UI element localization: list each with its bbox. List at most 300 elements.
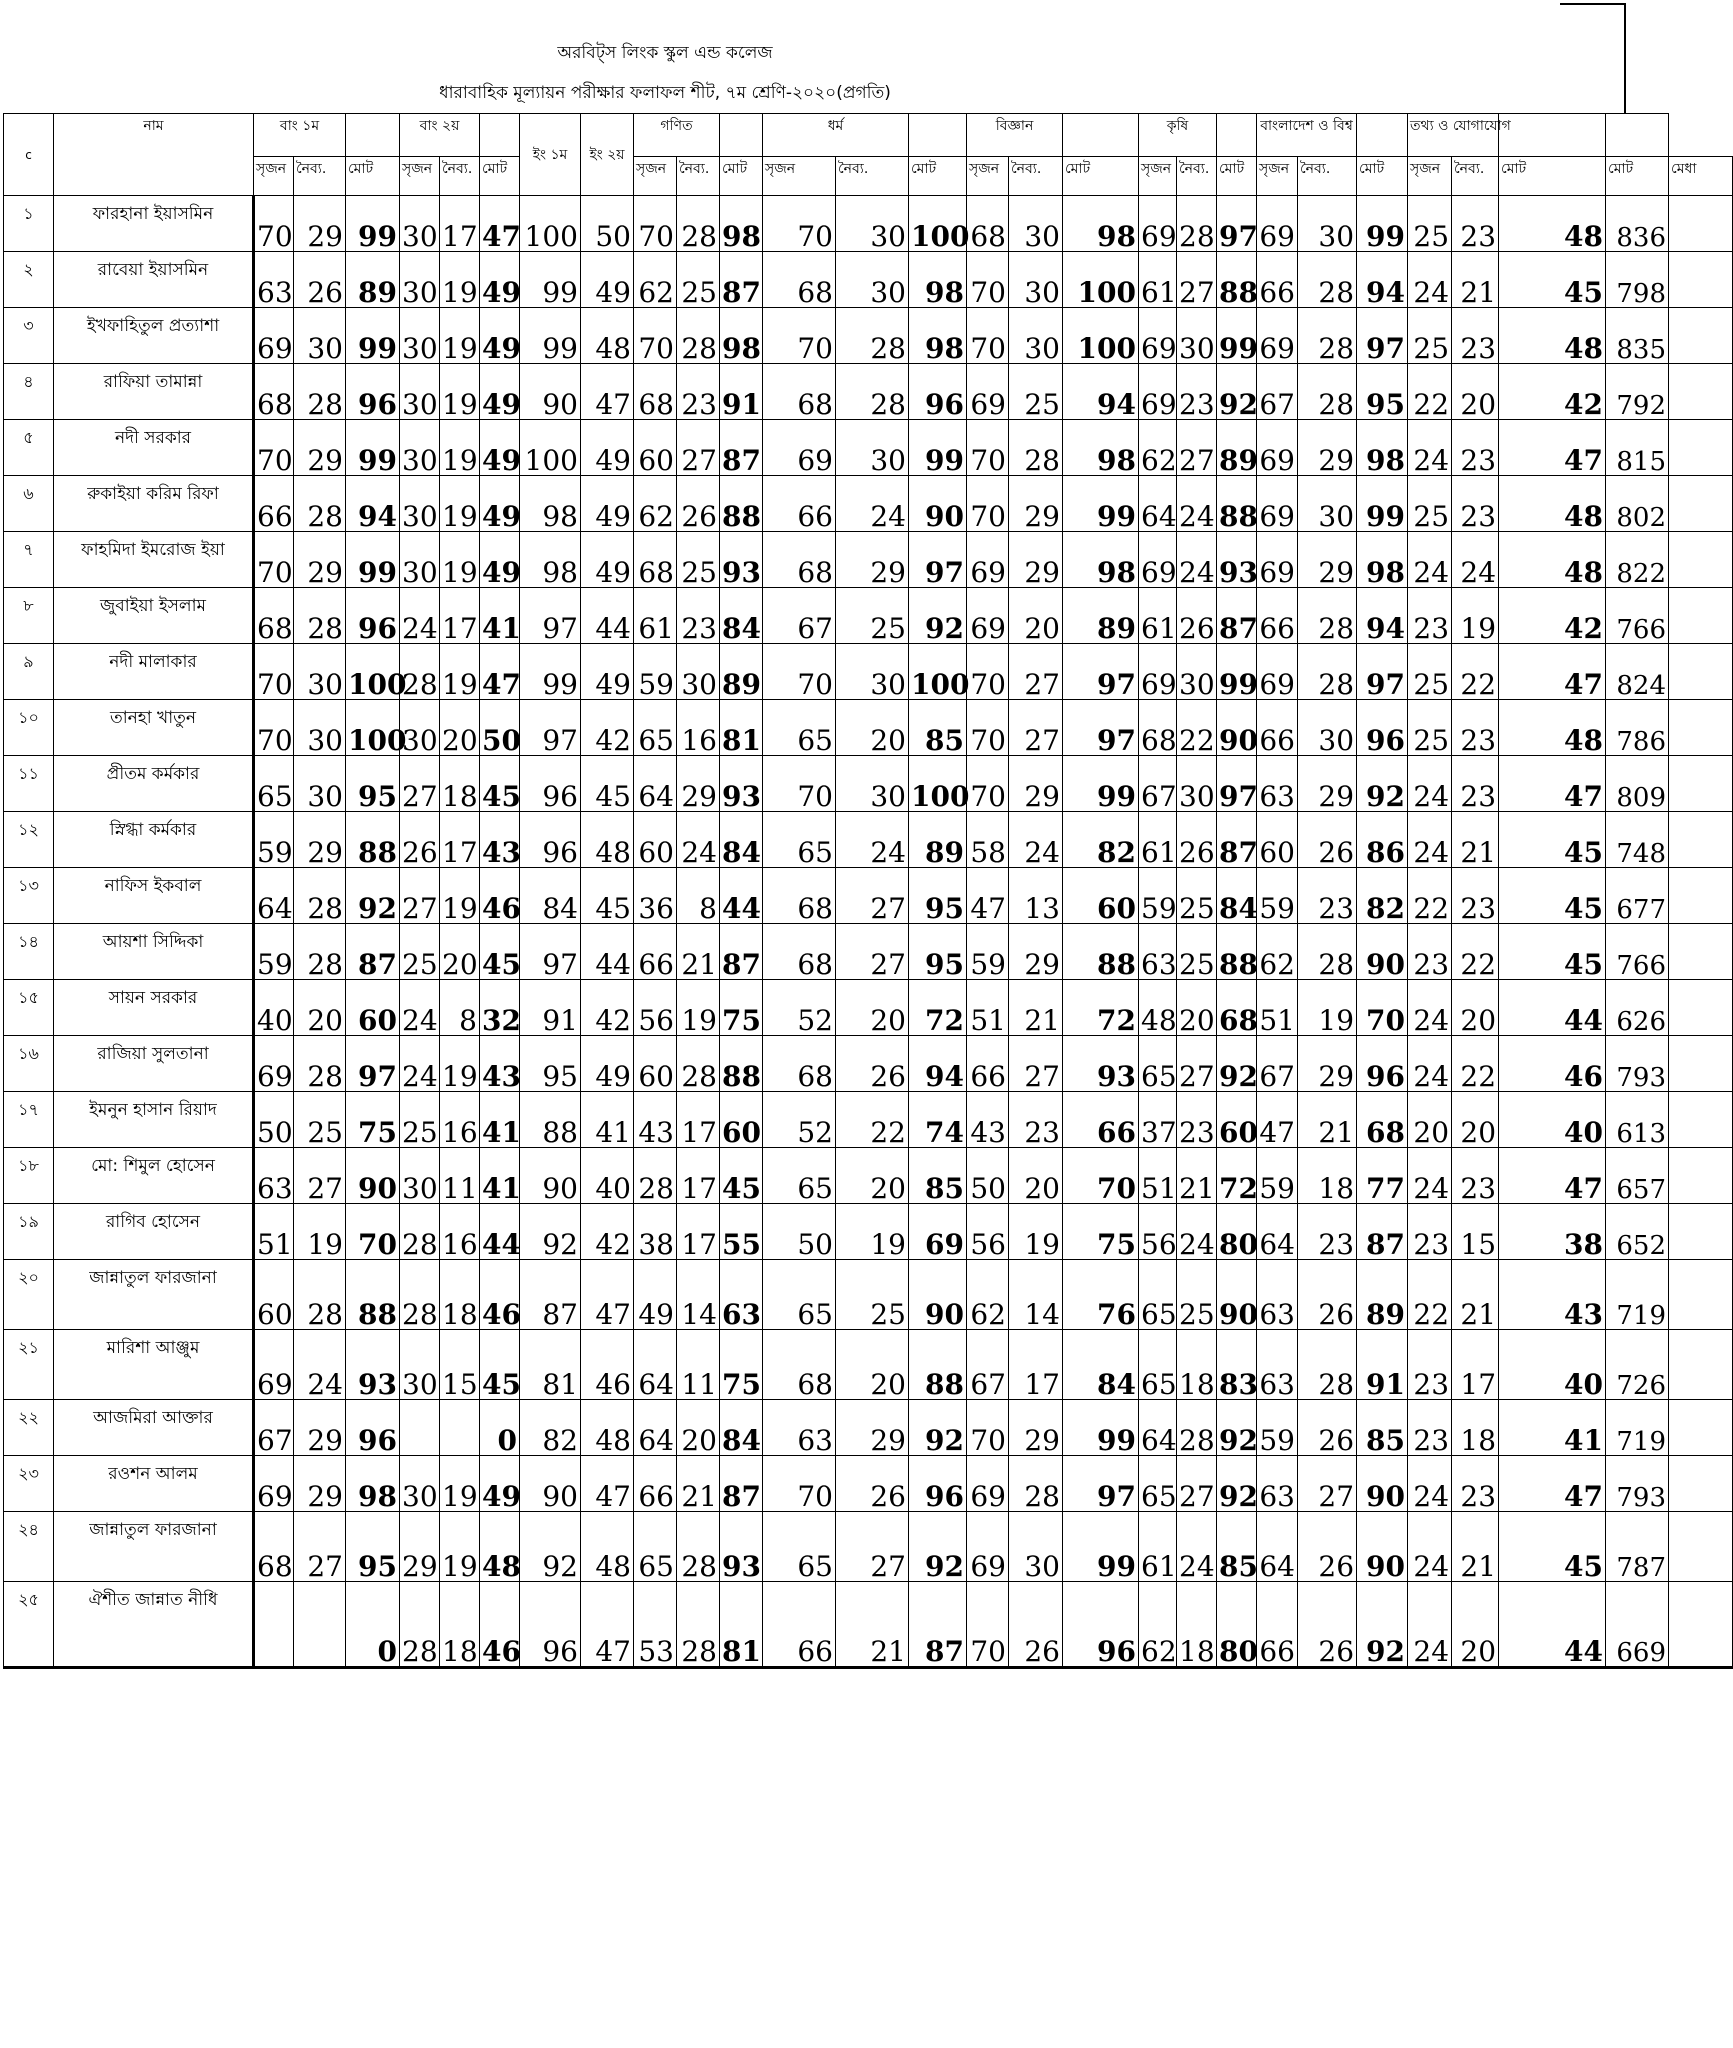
mark-cell: 69 [1257,476,1298,532]
mark-cell: 22 [1452,924,1499,980]
mark-cell: 84 [720,812,763,868]
mark-cell: 11 [677,1330,720,1400]
mark-cell: 30 [400,308,440,364]
mark-cell: 70 [967,420,1009,476]
table-row [4,420,1733,476]
mark-cell: 49 [480,364,520,420]
mark-cell: 66 [1257,1582,1298,1668]
mark-cell: 15 [440,1330,480,1400]
mark-cell: 47 [1499,420,1606,476]
mark-cell: 44 [581,924,634,980]
mark-cell: 89 [1217,420,1257,476]
mark-cell: 24 [1177,1512,1217,1582]
mark-cell: 21 [1452,812,1499,868]
serial-cell: ১৭ [4,1092,54,1148]
mark-cell: 100 [1063,252,1139,308]
mark-cell: 19 [440,868,480,924]
mark-cell: 99 [1357,196,1408,252]
mark-cell: 59 [1257,1400,1298,1456]
table-row [4,1092,1733,1148]
mark-cell: 84 [720,588,763,644]
merit-cell [1669,1582,1733,1668]
table-row [4,1582,1733,1668]
mark-cell: 93 [346,1330,400,1400]
merit-cell [1669,1260,1733,1330]
mark-cell: 60 [1063,868,1139,924]
mark-cell: 66 [634,1456,677,1512]
mark-cell: 19 [440,420,480,476]
mark-cell: 24 [1408,1148,1452,1204]
mark-cell: 88 [346,1260,400,1330]
mark-cell: 22 [1452,644,1499,700]
mark-cell: 100 [346,700,400,756]
mark-cell: 25 [1408,476,1452,532]
mark-cell: 55 [720,1204,763,1260]
mark-cell: 48 [1499,308,1606,364]
mark-cell: 23 [1408,1330,1452,1400]
mark-cell: 81 [720,1582,763,1668]
mark-cell: 69 [967,532,1009,588]
mark-cell: 49 [581,532,634,588]
mark-cell: 24 [1177,1204,1217,1260]
mark-cell: 50 [763,1204,836,1260]
table-row [4,1204,1733,1260]
mark-cell: 45 [480,924,520,980]
mark-cell: 95 [909,868,967,924]
mark-cell: 68 [254,588,294,644]
grand-total-cell: 766 [1606,588,1669,644]
mark-cell: 66 [254,476,294,532]
mark-cell: 69 [1257,308,1298,364]
mark-cell: 70 [763,196,836,252]
mark-cell: 47 [581,1582,634,1668]
mark-cell: 47 [480,196,520,252]
mark-cell: 69 [1139,532,1177,588]
student-name-cell: রাগিব হোসেন [54,1204,254,1260]
mark-cell: 92 [520,1204,581,1260]
srijon-header: সৃজন [634,157,677,196]
srijon-header: সৃজন [763,157,836,196]
mark-cell: 90 [520,1148,581,1204]
mark-cell: 30 [1298,476,1357,532]
mark-cell: 25 [1177,868,1217,924]
serial-cell: ৪ [4,364,54,420]
mark-cell: 18 [1298,1148,1357,1204]
mark-cell: 98 [909,308,967,364]
mark-cell: 20 [836,1148,909,1204]
mark-cell: 61 [634,588,677,644]
mark-cell: 44 [480,1204,520,1260]
mark-cell: 95 [346,756,400,812]
mark-cell: 93 [720,532,763,588]
mark-cell: 29 [1009,924,1063,980]
mark-cell: 49 [480,308,520,364]
mark-cell: 46 [480,868,520,924]
mark-cell: 96 [346,1400,400,1456]
mark-cell: 96 [520,756,581,812]
grand-total-cell: 613 [1606,1092,1669,1148]
mark-cell: 19 [294,1204,346,1260]
mark-cell: 48 [1499,196,1606,252]
mark-cell: 47 [1499,756,1606,812]
mark-cell: 69 [1257,644,1298,700]
mark-cell: 20 [440,700,480,756]
mark-cell: 24 [1408,980,1452,1036]
mark-cell: 68 [1217,980,1257,1036]
mark-cell: 77 [1357,1148,1408,1204]
mark-cell: 85 [909,700,967,756]
mark-cell: 68 [763,924,836,980]
mark-cell: 43 [634,1092,677,1148]
mark-cell: 8 [440,980,480,1036]
mark-cell: 98 [346,1456,400,1512]
student-name-cell: নাফিস ইকবাল [54,868,254,924]
mark-cell: 82 [1357,868,1408,924]
mark-cell: 88 [909,1330,967,1400]
mark-cell: 50 [581,196,634,252]
mark-cell: 24 [836,476,909,532]
mark-cell: 70 [967,644,1009,700]
mark-cell: 93 [1063,1036,1139,1092]
mark-cell: 29 [1009,476,1063,532]
mark-cell: 70 [967,756,1009,812]
mark-cell: 38 [1499,1204,1606,1260]
grand-total-cell: 786 [1606,700,1669,756]
mark-cell: 62 [1139,1582,1177,1668]
mark-cell: 28 [1298,924,1357,980]
mark-cell: 64 [634,1400,677,1456]
mark-cell: 70 [967,1400,1009,1456]
mark-cell: 22 [1408,868,1452,924]
grand-total-cell: 792 [1606,364,1669,420]
mark-cell: 23 [1452,700,1499,756]
serial-cell: ২১ [4,1330,54,1400]
student-name-cell: তানহা খাতুন [54,700,254,756]
mark-cell: 64 [634,756,677,812]
mark-cell: 19 [440,1456,480,1512]
header-blank [1217,114,1257,157]
mark-cell: 41 [1499,1400,1606,1456]
mark-cell: 64 [1257,1204,1298,1260]
mark-cell: 50 [254,1092,294,1148]
mark-cell: 22 [1177,700,1217,756]
mark-cell: 83 [1217,1330,1257,1400]
mark-cell: 92 [1217,1400,1257,1456]
mark-cell: 87 [1217,812,1257,868]
mark-cell: 81 [720,700,763,756]
religion-header: ধর্ম [763,114,909,157]
mark-cell: 65 [1139,1330,1177,1400]
mark-cell: 43 [1499,1260,1606,1330]
mark-cell: 49 [480,532,520,588]
mark-cell: 28 [1298,1330,1357,1400]
mark-cell: 59 [1139,868,1177,924]
mark-cell: 97 [1063,1456,1139,1512]
student-name-cell: নদী মালাকার [54,644,254,700]
mark-cell: 28 [1298,644,1357,700]
mark-cell: 65 [1139,1036,1177,1092]
mark-cell: 28 [294,868,346,924]
mark-cell: 70 [346,1204,400,1260]
mark-cell: 90 [346,1148,400,1204]
mark-cell: 24 [1408,1582,1452,1668]
merit-cell [1669,532,1733,588]
mark-cell: 24 [1009,812,1063,868]
merit-cell [1669,700,1733,756]
mark-cell: 60 [634,1036,677,1092]
mark-cell: 84 [1063,1330,1139,1400]
mark-cell: 28 [294,476,346,532]
mark-cell: 24 [1408,532,1452,588]
mark-cell: 97 [1063,700,1139,756]
mark-cell: 25 [400,924,440,980]
mark-cell: 25 [1177,1260,1217,1330]
mark-cell: 36 [634,868,677,924]
mark-cell: 66 [1063,1092,1139,1148]
student-name-cell: আয়শা সিদ্দিকা [54,924,254,980]
mark-cell: 70 [254,644,294,700]
mark-cell: 46 [581,1330,634,1400]
mark-cell: 98 [909,252,967,308]
mark-cell: 24 [1408,1512,1452,1582]
mark-cell: 70 [967,476,1009,532]
mark-cell: 27 [1009,700,1063,756]
mark-cell: 30 [400,1330,440,1400]
mark-cell: 44 [1499,980,1606,1036]
mark-cell: 25 [836,1260,909,1330]
mark-cell: 96 [909,364,967,420]
mark-cell: 25 [677,532,720,588]
mark-cell: 20 [294,980,346,1036]
mark-cell: 100 [1063,308,1139,364]
grand-total-cell: 766 [1606,924,1669,980]
mark-cell: 92 [1217,1456,1257,1512]
student-name-cell: জান্নাতুল ফারজানা [54,1512,254,1582]
mark-cell: 99 [1217,308,1257,364]
mark-cell: 47 [1499,1456,1606,1512]
grand-total-cell: 798 [1606,252,1669,308]
mark-cell: 56 [967,1204,1009,1260]
mark-cell: 30 [400,196,440,252]
mark-cell: 47 [581,1456,634,1512]
math-header: গণিত [634,114,720,157]
mark-cell: 26 [1298,1400,1357,1456]
mark-cell: 67 [763,588,836,644]
table-row [4,1512,1733,1582]
mark-cell: 58 [967,812,1009,868]
mark-cell: 99 [346,308,400,364]
mark-cell: 30 [400,532,440,588]
mark-cell: 65 [1139,1260,1177,1330]
mark-cell: 47 [967,868,1009,924]
merit-cell [1669,1456,1733,1512]
mark-cell: 19 [440,532,480,588]
mark-cell: 88 [1217,476,1257,532]
mark-cell: 26 [836,1456,909,1512]
mark-cell: 30 [400,700,440,756]
mark-cell: 30 [836,756,909,812]
student-name-cell: ফারহানা ইয়াসমিন [54,196,254,252]
mark-cell: 48 [1139,980,1177,1036]
mark-cell: 29 [1009,532,1063,588]
mark-cell: 99 [520,252,581,308]
mark-cell: 98 [720,196,763,252]
mark-cell: 92 [909,1512,967,1582]
mark-cell: 49 [581,420,634,476]
table-row [4,1260,1733,1330]
mark-cell: 27 [400,756,440,812]
grand-total-cell: 824 [1606,644,1669,700]
mark-cell: 63 [1139,924,1177,980]
mark-cell: 30 [1298,700,1357,756]
mark-cell: 22 [836,1092,909,1148]
mark-cell: 41 [480,588,520,644]
mark-cell: 56 [634,980,677,1036]
mark-cell: 63 [254,1148,294,1204]
serial-cell: ৮ [4,588,54,644]
mark-cell: 24 [836,812,909,868]
mark-cell: 65 [763,1512,836,1582]
table-row [4,924,1733,980]
grand-total-cell: 809 [1606,756,1669,812]
table-row [4,1456,1733,1512]
mark-cell: 28 [294,364,346,420]
merit-cell [1669,812,1733,868]
mark-cell: 68 [763,1036,836,1092]
merit-cell [1669,644,1733,700]
mark-cell: 24 [1408,756,1452,812]
grand-total-cell: 669 [1606,1582,1669,1668]
mark-cell: 69 [254,1330,294,1400]
mark-cell: 26 [1298,812,1357,868]
mark-cell: 62 [634,476,677,532]
mark-cell: 27 [836,1512,909,1582]
mark-cell: 45 [1499,924,1606,980]
srijon-header: সৃজন [1257,157,1298,196]
mark-cell: 28 [400,1204,440,1260]
mark-cell: 17 [440,812,480,868]
merit-cell [1669,1092,1733,1148]
mark-cell: 100 [909,196,967,252]
mark-cell: 20 [1408,1092,1452,1148]
mark-cell: 64 [1139,476,1177,532]
mark-cell: 30 [294,756,346,812]
mark-cell: 20 [677,1400,720,1456]
mark-cell: 90 [1357,1456,1408,1512]
mark-cell: 69 [967,588,1009,644]
mark-cell: 95 [909,924,967,980]
mark-cell: 17 [1009,1330,1063,1400]
mark-cell: 18 [440,1260,480,1330]
mark-cell: 99 [1063,756,1139,812]
mark-cell: 96 [1357,1036,1408,1092]
serial-cell: ১৯ [4,1204,54,1260]
mark-cell: 66 [967,1036,1009,1092]
mark-cell: 98 [520,532,581,588]
mark-cell: 25 [294,1092,346,1148]
mark-cell: 80 [1217,1582,1257,1668]
mark-cell: 69 [254,1456,294,1512]
mark-cell: 99 [346,196,400,252]
mark-cell: 24 [1408,252,1452,308]
mark-cell: 59 [254,924,294,980]
table-row [4,868,1733,924]
merit-cell [1669,1148,1733,1204]
mark-cell: 90 [520,364,581,420]
mark-cell: 25 [1408,308,1452,364]
student-name-cell: জুবাইয়া ইসলাম [54,588,254,644]
mark-cell: 26 [294,252,346,308]
mark-cell: 66 [763,1582,836,1668]
mark-cell: 19 [440,1036,480,1092]
mark-cell: 13 [1009,868,1063,924]
mark-cell: 72 [1063,980,1139,1036]
mark-cell: 99 [1357,476,1408,532]
mark-cell: 25 [1408,196,1452,252]
mark-cell: 95 [1357,364,1408,420]
mark-cell: 87 [1357,1204,1408,1260]
mark-cell: 45 [1499,868,1606,924]
mark-cell: 21 [1009,980,1063,1036]
mot-header: মোট [346,157,400,196]
mark-cell: 28 [677,1582,720,1668]
mark-cell: 85 [909,1148,967,1204]
mark-cell: 29 [1009,1400,1063,1456]
mark-cell: 87 [520,1260,581,1330]
mark-cell: 61 [1139,252,1177,308]
mark-cell: 97 [346,1036,400,1092]
mark-cell: 30 [1009,252,1063,308]
mark-cell: 92 [909,1400,967,1456]
mark-cell: 17 [1452,1330,1499,1400]
serial-cell: ১৫ [4,980,54,1036]
mark-cell: 48 [1499,532,1606,588]
mark-cell: 25 [1009,364,1063,420]
mark-cell: 52 [763,1092,836,1148]
mark-cell: 24 [1408,420,1452,476]
mark-cell: 99 [520,308,581,364]
grand-total-cell: 835 [1606,308,1669,364]
mark-cell: 99 [1217,644,1257,700]
mark-cell: 28 [1009,420,1063,476]
mark-cell: 22 [1408,364,1452,420]
mark-cell: 43 [480,1036,520,1092]
serial-header: c [4,114,54,196]
grand-total-cell: 787 [1606,1512,1669,1582]
noibo-header: নৈব্য. [677,157,720,196]
mark-cell: 75 [720,1330,763,1400]
mark-cell: 98 [1063,196,1139,252]
mark-cell: 80 [1217,1204,1257,1260]
mark-cell: 11 [440,1148,480,1204]
mark-cell: 25 [1408,700,1452,756]
grand-total-cell: 726 [1606,1330,1669,1400]
mark-cell: 28 [1298,364,1357,420]
mark-cell: 21 [1452,1260,1499,1330]
mark-cell: 82 [1063,812,1139,868]
mark-cell: 97 [520,700,581,756]
serial-cell: ১ [4,196,54,252]
mark-cell: 87 [346,924,400,980]
sheet-title: ধারাবাহিক মূল্যায়ন পরীক্ষার ফলাফল শীট, ৭ম শ্রেণি-২০২০(প্রগতি) [439,83,891,103]
mark-cell: 25 [1177,924,1217,980]
mark-cell: 45 [1499,252,1606,308]
mark-cell: 98 [1357,420,1408,476]
mark-cell: 26 [1009,1582,1063,1668]
serial-cell: ৯ [4,644,54,700]
mark-cell: 17 [677,1148,720,1204]
serial-cell: ১৮ [4,1148,54,1204]
